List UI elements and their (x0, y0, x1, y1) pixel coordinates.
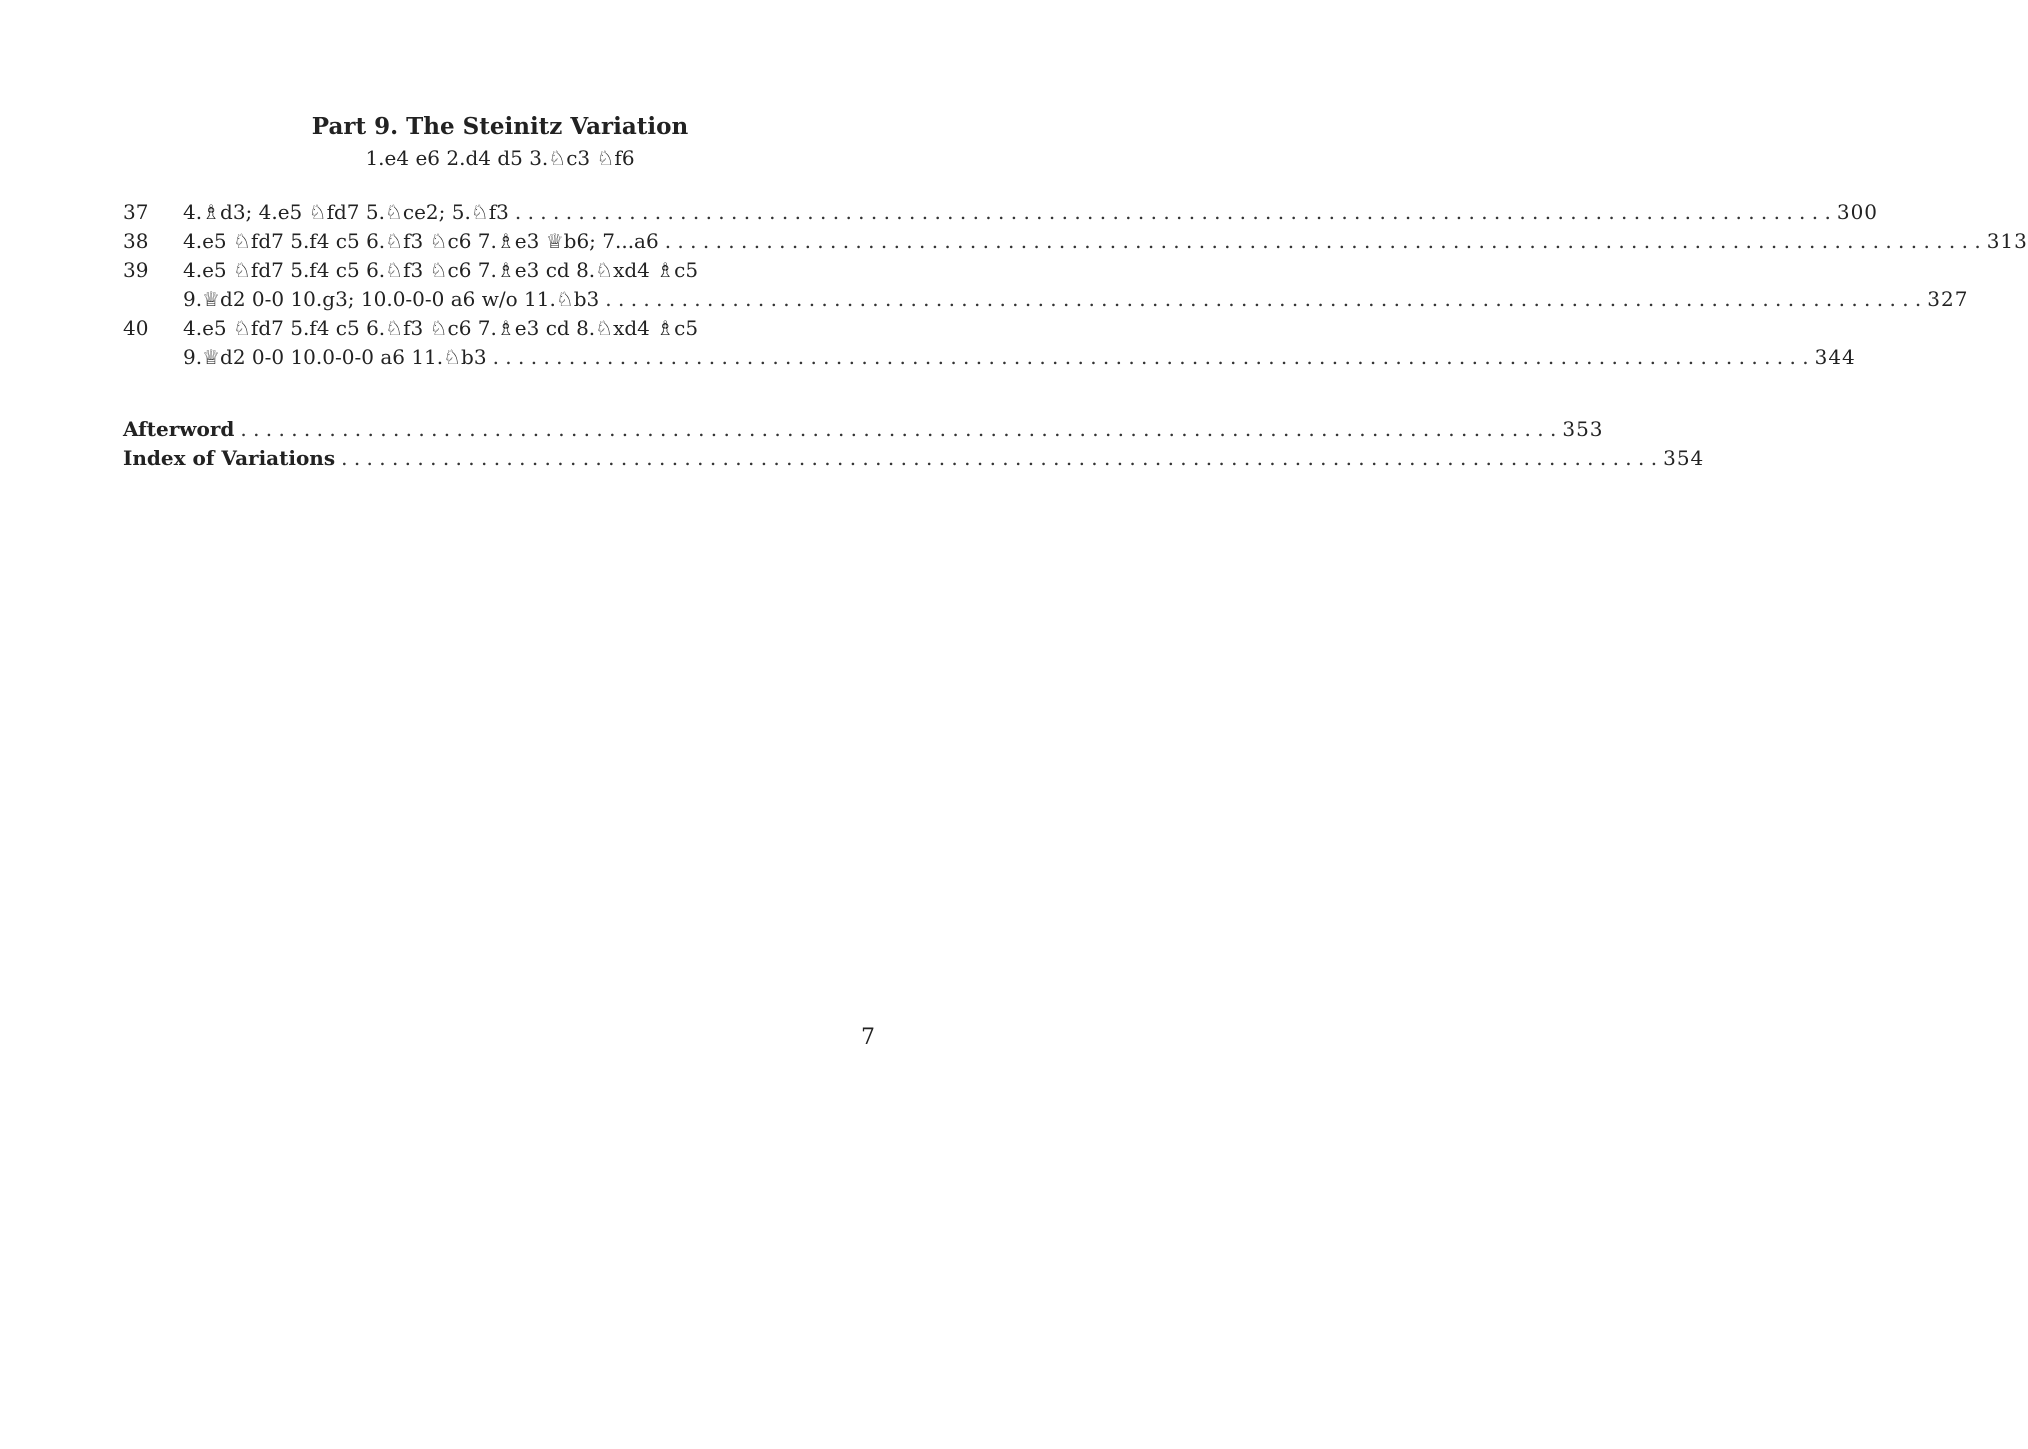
dot-leader (665, 227, 1981, 256)
back-matter-list (123, 415, 1705, 473)
chapter-moves: 4.♗d3; 4.e5 ♘fd7 5.♘ce2; 5.♘f3 (183, 200, 509, 224)
part-title: Part 9. The Steinitz Variation (311, 113, 689, 140)
toc-line-index[interactable] (123, 444, 1705, 473)
toc-line[interactable] (183, 198, 1878, 227)
chapter-moves: 4.e5 ♘fd7 5.f4 c5 6.♘f3 ♘c6 7.♗e3 cd 8.♘xd4 ♗c5 (183, 258, 699, 282)
dot-leader (341, 444, 1657, 473)
chapter-moves: 9.♕d2 0-0 10.0-0-0 a6 11.♘b3 (183, 345, 487, 369)
page-reference: 353 (1562, 417, 1604, 441)
toc-entry (123, 314, 1856, 372)
toc-entry (123, 198, 1879, 227)
toc-line[interactable] (183, 285, 1968, 314)
toc-entry (123, 256, 1969, 314)
dot-leader (493, 343, 1809, 372)
dot-leader (240, 415, 1556, 444)
toc-entry (123, 227, 2028, 256)
part-subtitle-moves: 1.e4 e6 2.d4 d5 3.♘c3 ♘f6 (365, 146, 635, 170)
chapter-moves: 4.e5 ♘fd7 5.f4 c5 6.♘f3 ♘c6 7.♗e3 ♕b6; 7...a6 (183, 229, 659, 253)
section-title: Index of Variations (123, 446, 336, 470)
toc-line-continued (183, 314, 1856, 343)
dot-leader (605, 285, 1921, 314)
page-reference: 354 (1663, 446, 1705, 470)
dot-leader (515, 198, 1831, 227)
page-number: 7 (861, 1025, 875, 1050)
page-reference: 313 (1986, 229, 2028, 253)
page-reference: 344 (1814, 345, 1856, 369)
toc-line-afterword[interactable] (123, 415, 1604, 444)
chapter-number: 38 (123, 229, 149, 253)
page-reference: 327 (1927, 287, 1969, 311)
chapter-moves: 4.e5 ♘fd7 5.f4 c5 6.♘f3 ♘c6 7.♗e3 cd 8.♘xd4 ♗c5 (183, 316, 699, 340)
chapter-moves: 9.♕d2 0-0 10.g3; 10.0-0-0 a6 w/o 11.♘b3 (183, 287, 600, 311)
chapter-number: 40 (123, 316, 149, 340)
toc-line[interactable] (183, 343, 1856, 372)
page-reference: 300 (1836, 200, 1879, 224)
toc-line-continued (183, 256, 1968, 285)
section-title: Afterword (123, 417, 235, 441)
chapter-number: 37 (123, 200, 149, 224)
toc-line[interactable] (183, 227, 2028, 256)
chapter-number: 39 (123, 258, 149, 282)
table-of-contents (123, 198, 2028, 372)
